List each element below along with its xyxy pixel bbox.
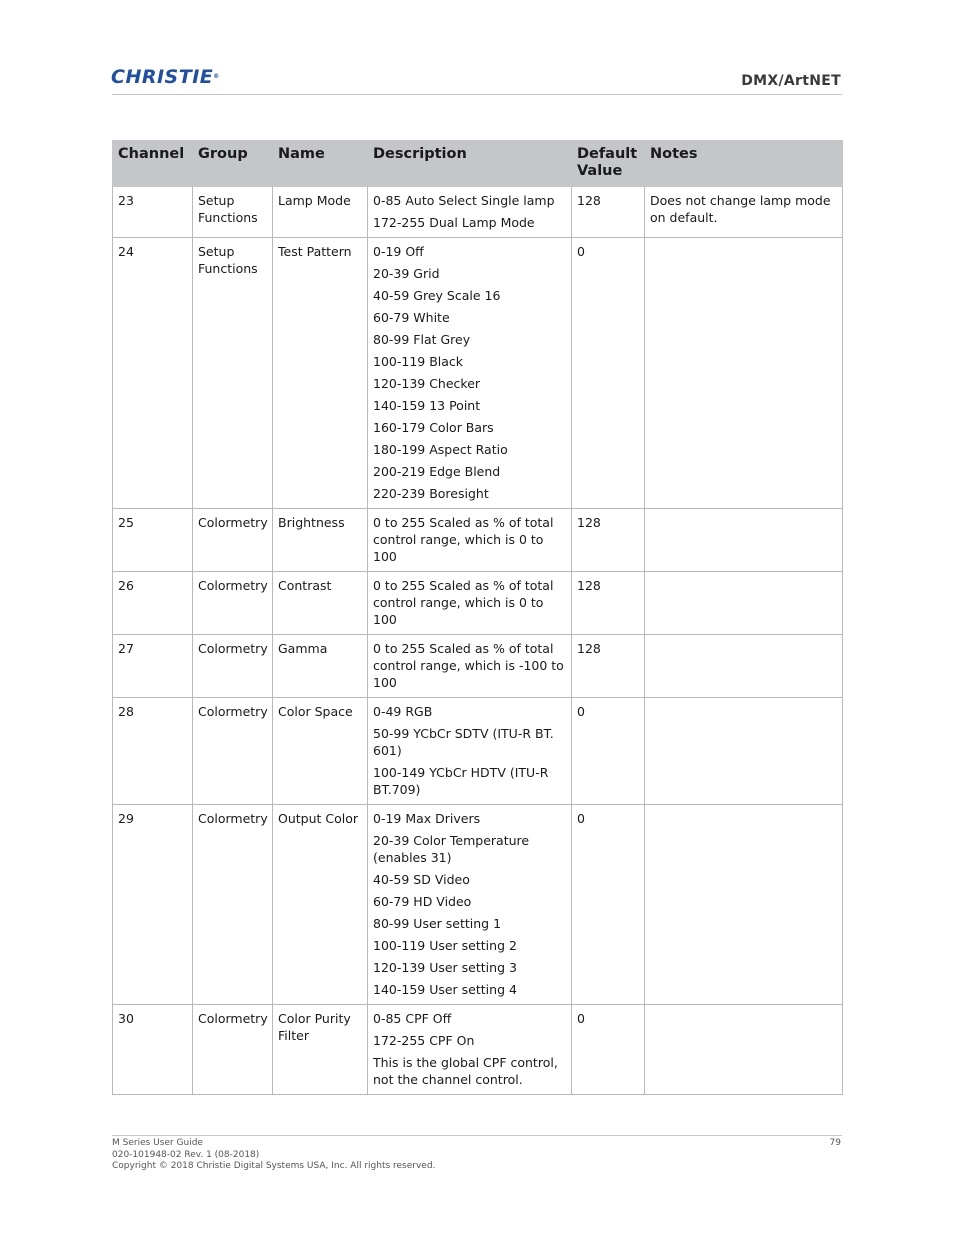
- cell-channel: 25: [113, 509, 193, 572]
- cell-channel: 30: [113, 1005, 193, 1095]
- cell-description: [368, 509, 572, 572]
- description-option: 80-99 Flat Grey: [373, 332, 471, 347]
- description-option: 100-149 YCbCr HDTV (ITU-R BT.709): [373, 765, 549, 797]
- cell-default-value: 128: [572, 635, 645, 698]
- cell-default-value: 0: [572, 238, 645, 509]
- table-row: [113, 187, 843, 238]
- cell-name: Gamma: [273, 635, 368, 698]
- section-title: DMX/ArtNET: [741, 73, 841, 89]
- column-header-channel: Channel: [113, 141, 193, 187]
- description-option: 0-85 CPF Off: [373, 1011, 452, 1026]
- header-divider: [112, 94, 842, 95]
- cell-default-value: 128: [572, 572, 645, 635]
- description-option: 0-85 Auto Select Single lamp: [373, 193, 555, 208]
- cell-group: Colormetry: [193, 1005, 273, 1095]
- cell-default-value: 128: [572, 509, 645, 572]
- description-option: 100-119 Black: [373, 354, 464, 369]
- cell-name: Test Pattern: [273, 238, 368, 509]
- dmx-channel-table: [112, 140, 843, 1095]
- cell-channel: 28: [113, 698, 193, 805]
- cell-group: Setup Functions: [193, 187, 273, 238]
- cell-description: [368, 635, 572, 698]
- cell-channel: 27: [113, 635, 193, 698]
- cell-notes: [645, 1005, 843, 1095]
- table-header-row: [113, 141, 843, 187]
- table-row: [113, 572, 843, 635]
- footer: [112, 1138, 435, 1173]
- table-row: [113, 1005, 843, 1095]
- description-option: 0 to 255 Scaled as % of total control range, which is 0 to 100: [373, 578, 554, 627]
- cell-name: Output Color: [273, 805, 368, 1005]
- cell-channel: 26: [113, 572, 193, 635]
- cell-default-value: 128: [572, 187, 645, 238]
- description-option: 220-239 Boresight: [373, 486, 489, 501]
- column-header-group: Group: [193, 141, 273, 187]
- cell-description: [368, 238, 572, 509]
- cell-group: Colormetry: [193, 698, 273, 805]
- description-option: 200-219 Edge Blend: [373, 464, 501, 479]
- cell-description: [368, 187, 572, 238]
- cell-group: Setup Functions: [193, 238, 273, 509]
- description-option: 0 to 255 Scaled as % of total control range, which is 0 to 100: [373, 515, 554, 564]
- description-option: 172-255 Dual Lamp Mode: [373, 215, 535, 230]
- description-option: 172-255 CPF On: [373, 1033, 475, 1048]
- cell-description: [368, 1005, 572, 1095]
- description-option: 0-19 Off: [373, 244, 424, 259]
- description-option: 50-99 YCbCr SDTV (ITU-R BT. 601): [373, 726, 554, 758]
- column-header-name: Name: [273, 141, 368, 187]
- footer-guide-title: M Series User Guide: [112, 1138, 203, 1148]
- description-option: 20-39 Grid: [373, 266, 440, 281]
- column-header-default-value: Default Value: [572, 141, 645, 187]
- description-option: 80-99 User setting 1: [373, 916, 502, 931]
- footer-divider: [112, 1135, 842, 1136]
- table-body: [113, 187, 843, 1095]
- description-option: 0-19 Max Drivers: [373, 811, 481, 826]
- footer-copyright: Copyright © 2018 Christie Digital Systems USA, Inc. All rights reserved.: [112, 1161, 436, 1171]
- cell-notes: [645, 635, 843, 698]
- cell-channel: 24: [113, 238, 193, 509]
- page-number: 79: [829, 1138, 841, 1148]
- cell-name: Color Purity Filter: [273, 1005, 368, 1095]
- table-row: [113, 805, 843, 1005]
- table-row: [113, 238, 843, 509]
- column-header-notes: Notes: [645, 141, 843, 187]
- description-option: 120-139 User setting 3: [373, 960, 517, 975]
- cell-notes: [645, 698, 843, 805]
- description-option: 140-159 13 Point: [373, 398, 481, 413]
- description-option: 160-179 Color Bars: [373, 420, 494, 435]
- cell-name: Brightness: [273, 509, 368, 572]
- cell-description: [368, 805, 572, 1005]
- cell-group: Colormetry: [193, 509, 273, 572]
- description-option: 180-199 Aspect Ratio: [373, 442, 508, 457]
- description-option: 40-59 Grey Scale 16: [373, 288, 501, 303]
- cell-group: Colormetry: [193, 572, 273, 635]
- description-option: 60-79 HD Video: [373, 894, 472, 909]
- christie-logo: CHRISTIE®: [111, 66, 220, 88]
- cell-channel: 29: [113, 805, 193, 1005]
- cell-notes: [645, 509, 843, 572]
- cell-default-value: 0: [572, 805, 645, 1005]
- cell-default-value: 0: [572, 1005, 645, 1095]
- column-header-description: Description: [368, 141, 572, 187]
- description-option: 0-49 RGB: [373, 704, 433, 719]
- table-row: [113, 698, 843, 805]
- cell-notes: Does not change lamp mode on default.: [645, 187, 843, 238]
- cell-name: Color Space: [273, 698, 368, 805]
- description-option: This is the global CPF control, not the channel control.: [373, 1055, 558, 1087]
- cell-description: [368, 698, 572, 805]
- cell-group: Colormetry: [193, 635, 273, 698]
- cell-channel: 23: [113, 187, 193, 238]
- description-option: 140-159 User setting 4: [373, 982, 517, 997]
- description-option: 20-39 Color Temperature (enables 31): [373, 833, 530, 865]
- cell-name: Contrast: [273, 572, 368, 635]
- description-option: 100-119 User setting 2: [373, 938, 517, 953]
- cell-name: Lamp Mode: [273, 187, 368, 238]
- cell-notes: [645, 572, 843, 635]
- description-option: 40-59 SD Video: [373, 872, 470, 887]
- cell-description: [368, 572, 572, 635]
- cell-notes: [645, 238, 843, 509]
- cell-group: Colormetry: [193, 805, 273, 1005]
- description-option: 0 to 255 Scaled as % of total control range, which is -100 to 100: [373, 641, 564, 690]
- table-row: [113, 635, 843, 698]
- cell-default-value: 0: [572, 698, 645, 805]
- footer-doc-number: 020-101948-02 Rev. 1 (08-2018): [112, 1149, 260, 1160]
- description-option: 60-79 White: [373, 310, 450, 325]
- description-option: 120-139 Checker: [373, 376, 481, 391]
- cell-notes: [645, 805, 843, 1005]
- table-row: [113, 509, 843, 572]
